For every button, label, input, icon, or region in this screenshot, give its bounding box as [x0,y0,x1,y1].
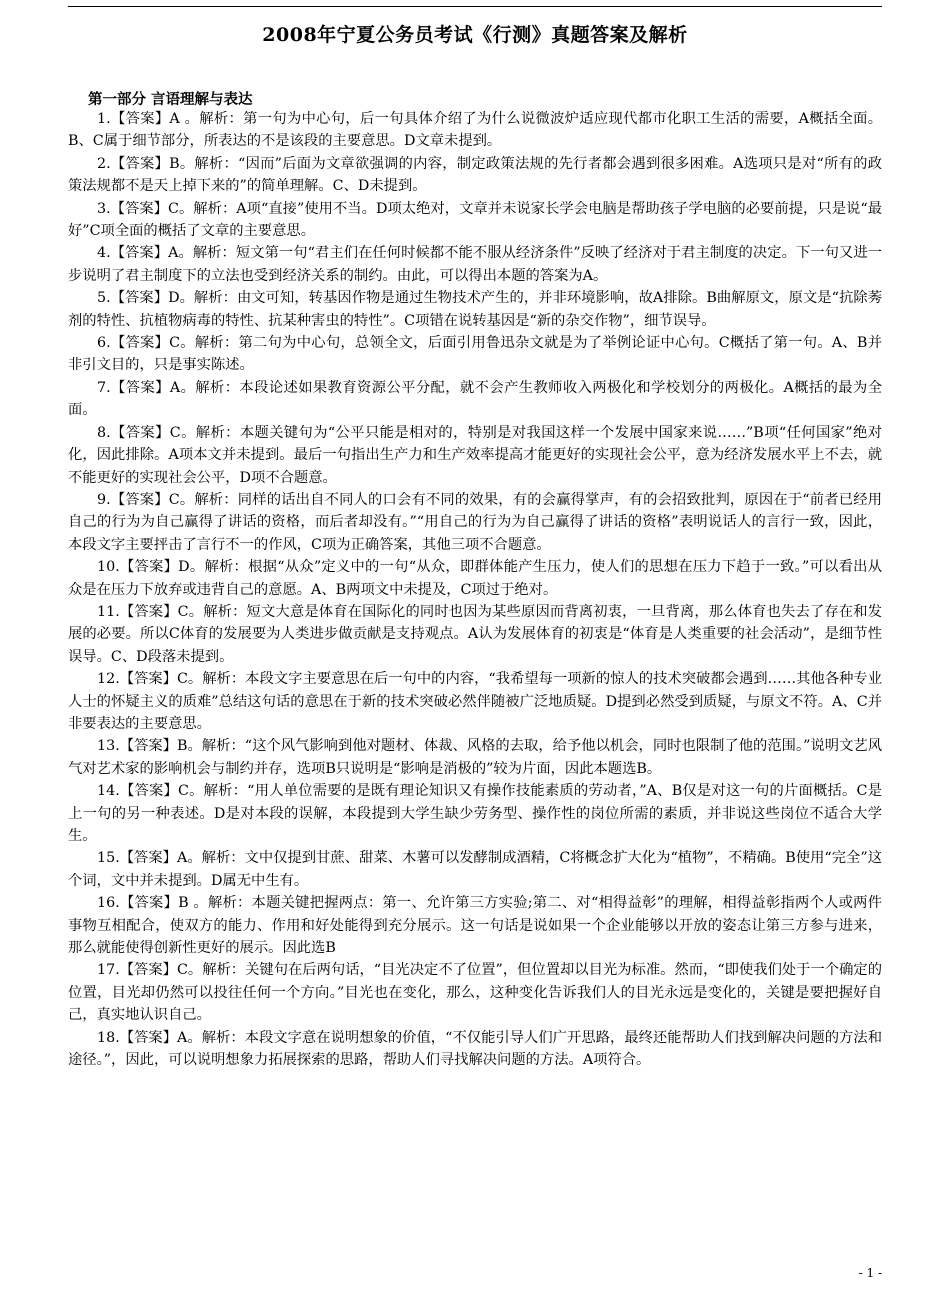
answer-item-16: 16.【答案】B 。解析：本题关键把握两点：第一、允许第三方实验;第二、对“相得益彰”的理解，相得益彰指两个人或两件事物互相配合，使双方的能力、作用和好处能得到充分展示。这一句话是说如果一个企业能够以开放的姿态让第三方参与进来，那么就能使得创新性更好的展示。因此选B [68,895,882,957]
answer-item-7: 7.【答案】A。解析：本段论述如果教育资源公平分配，就不会产生教师收入两极化和学校划分的两极化。A概括的最为全面。 [68,379,882,419]
page-number: - 1 - [858,1266,882,1280]
answer-item-5: 5.【答案】D。解析：由文可知，转基因作物是通过生物技术产生的，并非环境影响，故A排除。B曲解原文，原文是“抗除莠剂的特性、抗植物病毒的特性、抗某种害虫的特性”。C项错在说转基因是“新的杂交作物”，细节误导。 [68,290,882,329]
answer-item-1: 1.【答案】A 。解析：第一句为中心句，后一句具体介绍了为什么说微波炉适应现代都市化职工生活的需要，A概括全面。B、C属于细节部分，所表达的不是该段的主要意思。D文章未提到。 [68,111,882,150]
document-title: 2008年宁夏公务员考试《行测》真题答案及解析 [262,24,688,46]
answer-item-10: 10.【答案】D。解析：根据“从众”定义中的一句“从众，即群体能产生压力，使人们的思想在压力下趋于一致。”可以看出从众是在压力下放弃或违背自己的意愿。A、B两项文中未提及，C项过于绝对。 [68,559,882,598]
answer-item-15: 15.【答案】A。解析：文中仅提到甘蔗、甜菜、木薯可以发酵制成酒精，C将概念扩大化为“植物”，不精确。B使用“完全”这个词，文中并未提到。D属无中生有。 [68,850,882,889]
answer-item-17: 17.【答案】C。解析：关键句在后两句话，“目光决定不了位置”，但位置却以目光为标准。然而，“即使我们处于一个确定的位置，目光却仍然可以投往任何一个方向。”目光也在变化，那么，这种变化告诉我们人的目光永远是变化的，关键是要把握好自己，真实地认识自己。 [68,962,882,1024]
answer-item-9: 9.【答案】C。解析：同样的话出自不同人的口会有不同的效果，有的会赢得掌声，有的会招致批判，原因在于“前者已经用自己的行为为自己赢得了讲话的资格，而后者却没有。”“用自己的行为为自己赢得了讲话的资格”表明说话人的言行一致，因此，本段文字主要抨击了言行不一的作风，C项为正确答案，其他三项不合题意。 [68,491,882,553]
answer-item-3: 3.【答案】C。解析：A项“直接”使用不当。D项太绝对，文章并未说家长学会电脑是帮助孩子学电脑的必要前提，只是说“最好”C项全面的概括了文章的主要意思。 [68,200,882,240]
answer-item-14: 14.【答案】C。解析：“用人单位需要的是既有理论知识又有操作技能素质的劳动者，”A、B仅是对这一句的片面概括。C是上一句的另一种表述。D是对本段的误解，本段提到大学生缺少劳务型、操作性的岗位所需的素质，并非说这些岗位不适合大学生。 [68,783,882,844]
answer-list [68,108,882,1071]
answer-item-18: 18.【答案】A。解析：本段文字意在说明想象的价值，“不仅能引导人们广开思路，最终还能帮助人们找到解决问题的方法和途径。”，因此，可以说明想象力拓展探索的思路，帮助人们寻找解决问题的方法。A项符合。 [68,1029,882,1069]
answer-item-8: 8.【答案】C。解析：本题关键句为“公平只能是相对的，特别是对我国这样一个发展中国家来说……”B项“任何国家”绝对化，因此排除。A项本文并未提到。最后一句指出生产力和生产效率提高才能更好的实现社会公平，意为经济发展水平上不去，就不能更好的实现社会公平，D项不合题意。 [68,424,882,486]
answer-item-6: 6.【答案】C。解析：第二句为中心句，总领全文，后面引用鲁迅杂文就是为了举例论证中心句。C概括了第一句。A、B并非引文目的，只是事实陈述。 [68,335,882,374]
answer-item-12: 12.【答案】C。解析：本段文字主要意思在后一句中的内容，“我希望每一项新的惊人的技术突破都会遇到……其他各种专业人士的怀疑主义的质难”总结这句话的意思在于新的技术突破必然伴随被广泛地质疑。D提到必然受到质疑，与原文不符。A、C并非要表达的主要意思。 [68,671,882,732]
answer-item-4: 4.【答案】A。解析：短文第一句“君主们在任何时候都不能不服从经济条件”反映了经济对于君主制度的决定。下一句又进一步说明了君主制度下的立法也受到经济关系的制约。由此，可以得出本题的答案为A。 [68,245,882,284]
header-rule [68,6,882,7]
answer-item-2: 2.【答案】B。解析：“因而”后面为文章欲强调的内容，制定政策法规的先行者都会遇到很多困难。A选项只是对“所有的政策法规都不是天上掉下来的”的简单理解。C、D未提到。 [68,155,882,195]
answer-item-11: 11.【答案】C。解析：短文大意是体育在国际化的同时也因为某些原因而背离初衷，一旦背离，那么体育也失去了存在和发展的必要。所以C体育的发展要为人类进步做贡献是支持观点。A认为发展体育的初衷是“体育是人类重要的社会活动”，是细节性误导。C、D段落未提到。 [68,603,882,665]
answer-item-13: 13.【答案】B。解析：“这个风气影响到他对题材、体裁、风格的去取，给予他以机会，同时也限制了他的范围。”说明文艺风气对艺术家的影响机会与制约并存，选项B只说明是“影响是消极的”较为片面，因此本题选B。 [68,738,882,777]
section-heading: 第一部分 言语理解与表达 [88,91,253,108]
